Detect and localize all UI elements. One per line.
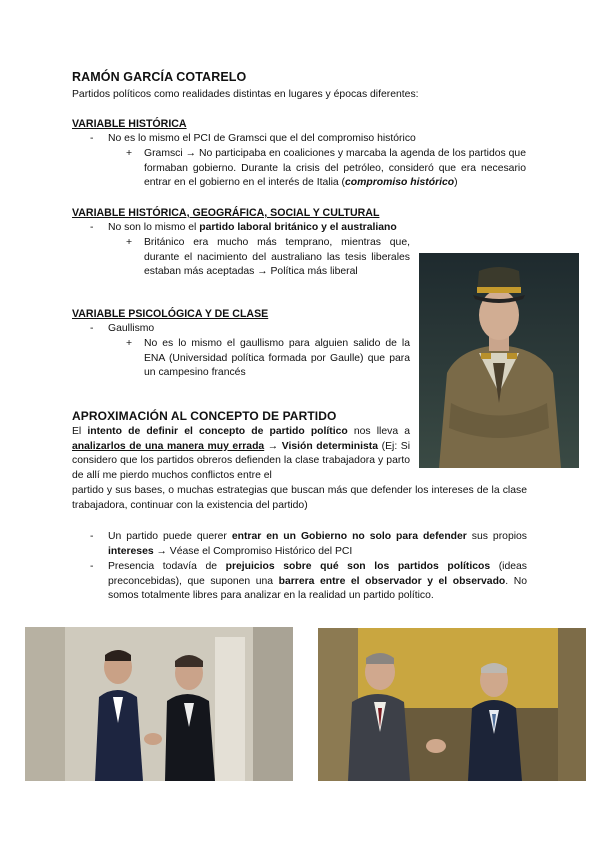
handshake-illustration: [318, 628, 586, 781]
section-heading-psicologica: VARIABLE PSICOLÓGICA Y DE CLASE: [72, 308, 269, 320]
bullet-dash: -: [90, 323, 94, 334]
section-heading-historica: VARIABLE HISTÓRICA: [72, 118, 187, 130]
bullet-text: No son lo mismo el partido laboral británico y el australiano: [108, 222, 397, 233]
section-heading-aproximacion: APROXIMACIÓN AL CONCEPTO DE PARTIDO: [72, 409, 337, 423]
bullet-dash: -: [90, 222, 94, 233]
bullet-dash: -: [90, 531, 94, 542]
sub-bullet-britanico: Británico era mucho más temprano, mientras que, durante el nacimiento del australiano las tesis liberales estaban más aceptadas → Política más liberal: [144, 237, 410, 278]
bullet-text: Gaullismo: [108, 323, 155, 334]
photo-handshake-1: [25, 627, 293, 781]
bullet-plus: +: [126, 148, 133, 159]
bullet-prejuicios: Presencia todavía de prejuicios sobre qué son los partidos políticos (ideas preconcebidas), que suponen una barrera entre el observador y el observado. No somos totalmente libres para analizar en la realidad un partido político.: [108, 561, 528, 602]
bullet-plus: +: [126, 338, 133, 349]
subtitle: Partidos políticos como realidades distintas en lugares y épocas diferentes:: [72, 89, 419, 100]
handshake-illustration: [25, 627, 293, 781]
portrait-illustration: [419, 253, 579, 468]
bullet-dash: -: [90, 133, 94, 144]
portrait-photo: [419, 253, 579, 468]
paragraph-concepto: El intento de definir el concepto de partido político nos lleva a analizarlos de una manera muy errada → Visión determinista (Ej: Si considero que los partidos obreros defienden la clase trabajadora y parto de allí me pierdo muchos conflictos entre el: [72, 426, 411, 481]
photo-handshake-2: [318, 628, 586, 781]
section-heading-geografica: VARIABLE HISTÓRICA, GEOGRÁFICA, SOCIAL Y CULTURAL: [72, 207, 380, 219]
sub-bullet-gramsci: Gramsci → No participaba en coaliciones y marcaba la agenda de los partidos que formaban gobierno. Durante la crisis del petróleo, consideró que era necesario entrar en el gobierno en el interés de Italia (compromiso histórico): [144, 148, 526, 189]
bullet-gobierno: Un partido puede querer entrar en un Gobierno no solo para defender sus propios intereses → Véase el Compromiso Histórico del PCI: [108, 531, 528, 557]
paragraph-concepto-cont: partido y sus bases, o muchas estrategias que buscan más que defender los intereses de la clase trabajadora, continuar con la existencia del partido): [72, 485, 527, 511]
bullet-plus: +: [126, 237, 133, 248]
bullet-dash: -: [90, 561, 94, 572]
page-title: RAMÓN GARCÍA COTARELO: [72, 70, 247, 84]
bullet-text: No es lo mismo el PCI de Gramsci que el del compromiso histórico: [108, 133, 416, 144]
sub-bullet-gaullismo: No es lo mismo el gaullismo para alguien salido de la ENA (Universidad política formada por Gaulle) que para un campesino francés: [144, 338, 410, 379]
